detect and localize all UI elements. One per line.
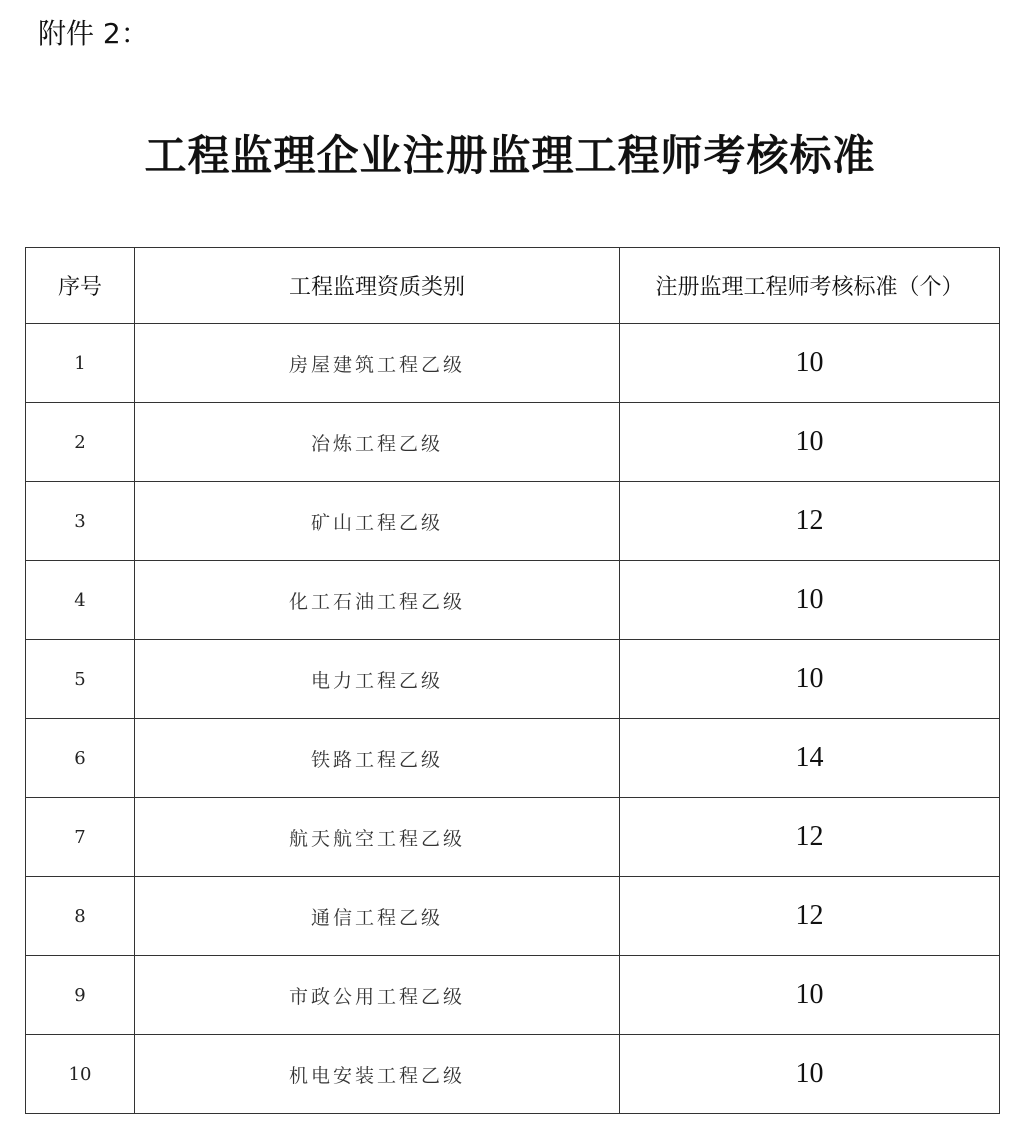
page-title: 工程监理企业注册监理工程师考核标准 bbox=[144, 131, 876, 180]
table-header-row bbox=[26, 248, 1000, 324]
row-standard-cell: 14 bbox=[620, 719, 1000, 798]
row-index-cell: 2 bbox=[26, 403, 135, 482]
row-category-cell: 航天航空工程乙级 bbox=[135, 798, 620, 877]
row-category-cell: 化工石油工程乙级 bbox=[135, 561, 620, 640]
row-index-cell: 9 bbox=[26, 956, 135, 1035]
row-standard-cell: 10 bbox=[620, 1035, 1000, 1114]
row-standard-cell: 10 bbox=[620, 403, 1000, 482]
column-header-index: 序号 bbox=[26, 248, 135, 324]
table-row bbox=[26, 324, 1000, 403]
table-row bbox=[26, 798, 1000, 877]
column-header-category: 工程监理资质类别 bbox=[135, 248, 620, 324]
row-index-cell: 8 bbox=[26, 877, 135, 956]
row-category-cell: 矿山工程乙级 bbox=[135, 482, 620, 561]
table-row bbox=[26, 640, 1000, 719]
row-index-cell: 4 bbox=[26, 561, 135, 640]
row-index-cell: 10 bbox=[26, 1035, 135, 1114]
row-category-cell: 通信工程乙级 bbox=[135, 877, 620, 956]
row-category-cell: 房屋建筑工程乙级 bbox=[135, 324, 620, 403]
attachment-label: 附件 2： bbox=[38, 17, 149, 50]
standards-table bbox=[25, 247, 1000, 1114]
row-standard-cell: 12 bbox=[620, 877, 1000, 956]
row-category-cell: 电力工程乙级 bbox=[135, 640, 620, 719]
row-index-cell: 5 bbox=[26, 640, 135, 719]
row-standard-cell: 12 bbox=[620, 482, 1000, 561]
row-standard-cell: 10 bbox=[620, 561, 1000, 640]
row-standard-cell: 10 bbox=[620, 956, 1000, 1035]
row-standard-cell: 10 bbox=[620, 640, 1000, 719]
column-header-standard: 注册监理工程师考核标准（个） bbox=[620, 248, 1000, 324]
row-category-cell: 市政公用工程乙级 bbox=[135, 956, 620, 1035]
row-category-cell: 铁路工程乙级 bbox=[135, 719, 620, 798]
table-row bbox=[26, 1035, 1000, 1114]
table-row bbox=[26, 719, 1000, 798]
table-row bbox=[26, 877, 1000, 956]
row-index-cell: 3 bbox=[26, 482, 135, 561]
row-standard-cell: 10 bbox=[620, 324, 1000, 403]
row-standard-cell: 12 bbox=[620, 798, 1000, 877]
row-category-cell: 冶炼工程乙级 bbox=[135, 403, 620, 482]
table-row bbox=[26, 561, 1000, 640]
table-row bbox=[26, 403, 1000, 482]
row-index-cell: 1 bbox=[26, 324, 135, 403]
table-row bbox=[26, 482, 1000, 561]
row-index-cell: 7 bbox=[26, 798, 135, 877]
row-index-cell: 6 bbox=[26, 719, 135, 798]
row-category-cell: 机电安装工程乙级 bbox=[135, 1035, 620, 1114]
table-row bbox=[26, 956, 1000, 1035]
